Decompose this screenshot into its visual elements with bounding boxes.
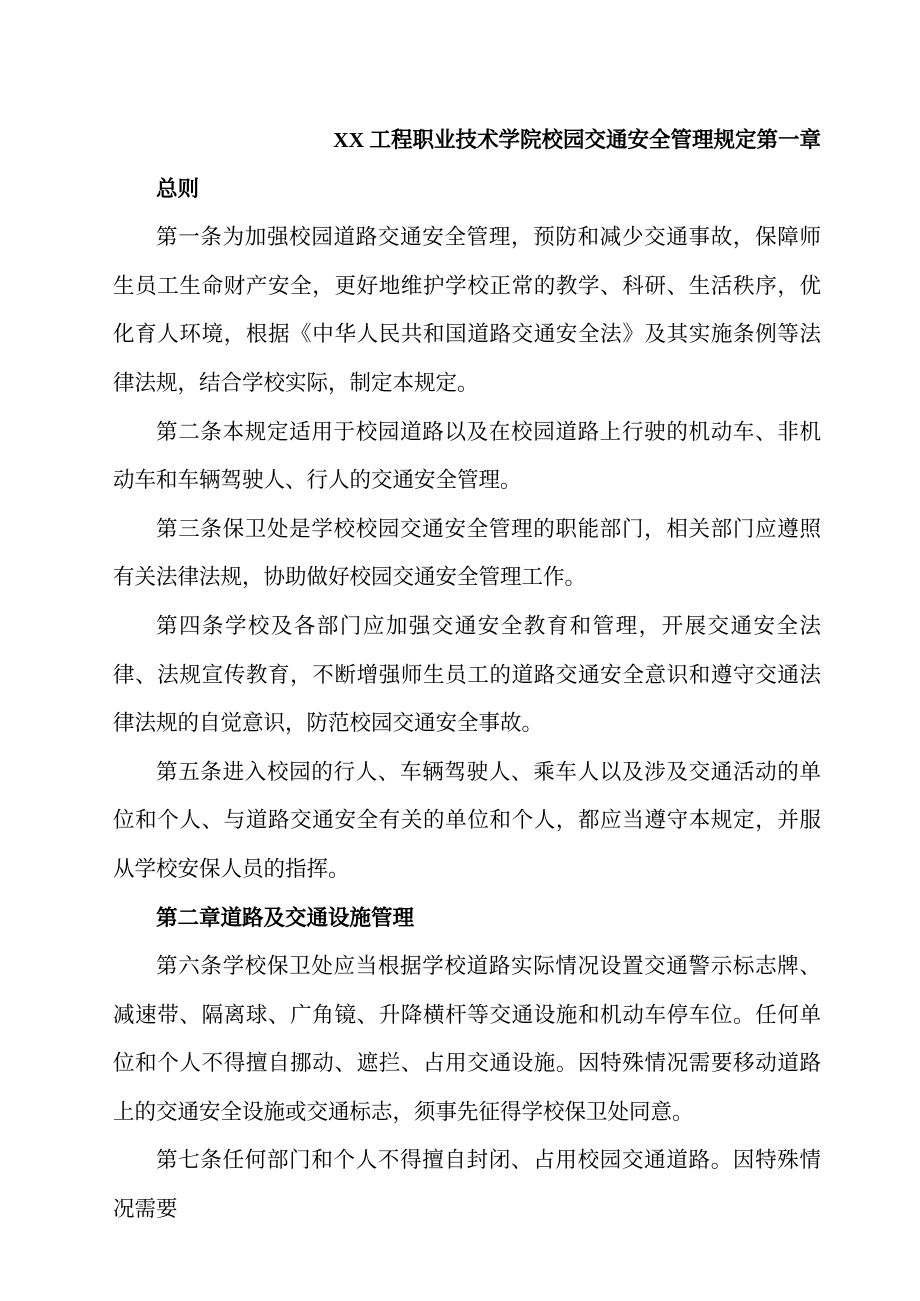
article-4-paragraph: 第四条学校及各部门应加强交通安全教育和管理，开展交通安全法律、法规宣传教育，不断增强师生员工的道路交通安全意识和遵守交通法律法规的自觉意识，防范校园交通安全事故。 bbox=[113, 613, 821, 736]
article-7-paragraph: 第七条任何部门和个人不得擅自封闭、占用校园交通道路。因特殊情况需要 bbox=[113, 1148, 821, 1222]
article-1-paragraph: 第一条为加强校园道路交通安全管理，预防和减少交通事故，保障师生员工生命财产安全，更好地维护学校正常的教学、科研、生活秩序，优化育人环境，根据《中华人民共和国道路交通安全法》及其实施条例等法律法规，结合学校实际，制定本规定。 bbox=[113, 225, 821, 395]
article-6-paragraph: 第六条学校保卫处应当根据学校道路实际情况设置交通警示标志牌、减速带、隔离球、广角镜、升降横杆等交通设施和机动车停车位。任何单位和个人不得擅自挪动、遮拦、占用交通设施。因特殊情况需要移动道路上的交通安全设施或交通标志，须事先征得学校保卫处同意。 bbox=[113, 954, 821, 1124]
document-title: XX 工程职业技术学院校园交通安全管理规定第一章 bbox=[333, 128, 821, 152]
chapter1-heading: 总则 bbox=[156, 176, 200, 201]
article-2-paragraph: 第二条本规定适用于校园道路以及在校园道路上行驶的机动车、非机动车和车辆驾驶人、行人的交通安全管理。 bbox=[113, 419, 821, 493]
chapter2-heading: 第二章道路及交通设施管理 bbox=[156, 905, 415, 930]
article-3-paragraph: 第三条保卫处是学校校园交通安全管理的职能部门，相关部门应遵照有关法律法规，协助做好校园交通安全管理工作。 bbox=[113, 516, 821, 590]
article-5-paragraph: 第五条进入校园的行人、车辆驾驶人、乘车人以及涉及交通活动的单位和个人、与道路交通安全有关的单位和个人，都应当遵守本规定，并服从学校安保人员的指挥。 bbox=[113, 759, 821, 881]
